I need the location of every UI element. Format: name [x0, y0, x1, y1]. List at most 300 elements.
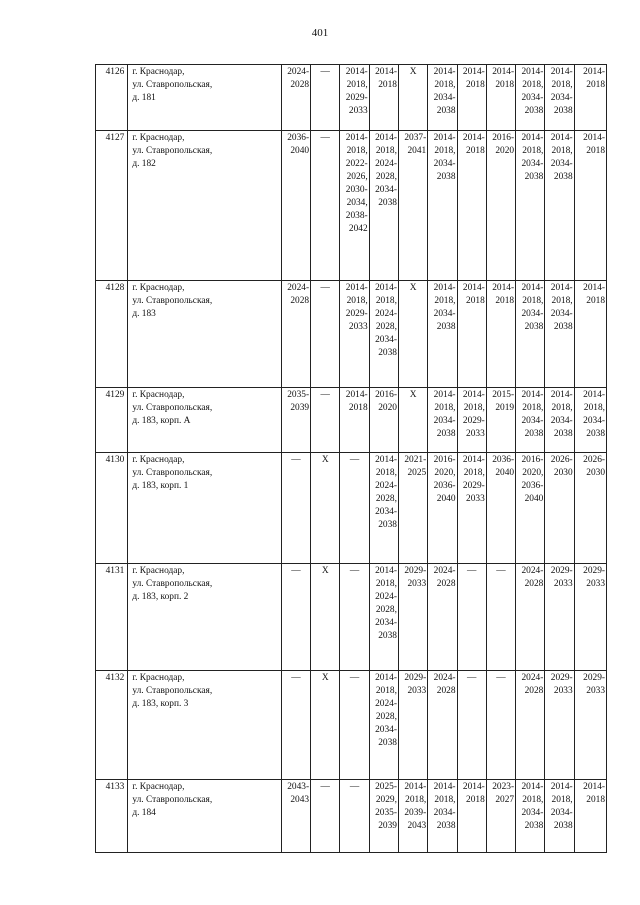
period-cell	[428, 780, 457, 853]
address-line: д. 183, корп. 1	[132, 481, 189, 491]
period-line: 2034-	[433, 309, 456, 319]
period-cell	[516, 65, 545, 131]
period-cell	[545, 131, 574, 281]
period-cell	[574, 453, 606, 564]
period-line: 2018,	[522, 296, 544, 306]
address-line: г. Краснодар,	[132, 782, 185, 792]
period-cell	[311, 131, 340, 281]
period-cell	[340, 281, 369, 388]
period-cell	[545, 65, 574, 131]
period-line: 2028	[290, 80, 310, 90]
period-line: 2016-	[433, 455, 456, 465]
address-line: г. Краснодар,	[132, 673, 185, 683]
period-line: 2018,	[346, 146, 368, 156]
period-line: 2028,	[375, 494, 397, 504]
period-line: 2036-	[521, 481, 544, 491]
period-line: X	[321, 673, 329, 683]
period-line: 2040	[524, 494, 544, 504]
period-line: 2018	[586, 146, 605, 156]
row-number: 4130	[96, 453, 128, 564]
period-cell	[486, 671, 515, 780]
period-line: 2034-	[583, 416, 605, 426]
period-cell	[516, 281, 545, 388]
period-line: 2038	[524, 172, 544, 182]
period-line: 2038	[524, 106, 544, 116]
period-line: 2024-	[521, 566, 544, 576]
address-line: г. Краснодар,	[132, 67, 185, 77]
period-line: 2033	[348, 322, 368, 332]
period-line: 2033	[553, 579, 573, 589]
period-cell	[311, 671, 340, 780]
period-line: 2038	[553, 322, 573, 332]
period-line: 2014-	[433, 133, 456, 143]
period-line: 2020,	[522, 468, 544, 478]
period-line: —	[291, 673, 301, 683]
table-row	[96, 780, 607, 853]
period-line: 2038	[436, 322, 456, 332]
period-cell	[574, 388, 606, 453]
period-line: 2028,	[375, 172, 397, 182]
period-cell	[311, 453, 340, 564]
period-cell	[340, 453, 369, 564]
table-row	[96, 281, 607, 388]
row-number: 4131	[96, 564, 128, 671]
period-line: 2038	[378, 520, 397, 530]
period-line: 2028	[524, 579, 544, 589]
table-row	[96, 564, 607, 671]
period-line: 2018,	[551, 795, 573, 805]
address-cell	[128, 453, 282, 564]
period-line: 2014-	[345, 67, 368, 77]
period-line: 2040	[290, 146, 310, 156]
period-line: 2018	[378, 80, 397, 90]
period-line: 2018,	[434, 403, 456, 413]
period-line: 2018	[466, 80, 485, 90]
period-cell	[457, 388, 486, 453]
period-line: 2033	[348, 106, 368, 116]
period-line: 2019	[495, 403, 515, 413]
period-line: 2043	[407, 821, 427, 831]
period-line: 2028,	[375, 605, 397, 615]
address-line: д. 182	[132, 159, 156, 169]
period-line: 2018	[495, 296, 515, 306]
period-line: 2029-	[550, 673, 573, 683]
period-line: 2024-	[287, 67, 310, 77]
period-cell	[369, 780, 398, 853]
period-cell	[398, 453, 427, 564]
period-line: 2018,	[463, 468, 485, 478]
period-line: 2029-	[462, 481, 485, 491]
period-cell	[545, 564, 574, 671]
period-cell	[574, 281, 606, 388]
period-line: 2014-	[521, 67, 544, 77]
period-line: 2029-	[550, 566, 573, 576]
period-cell	[428, 65, 457, 131]
period-line: 2018,	[434, 296, 456, 306]
period-cell	[311, 65, 340, 131]
period-line: —	[291, 566, 301, 576]
period-line: 2018,	[522, 795, 544, 805]
period-line: 2028	[436, 579, 456, 589]
period-cell	[516, 131, 545, 281]
period-cell	[398, 671, 427, 780]
period-line: X	[409, 67, 417, 77]
period-line: 2027	[495, 795, 515, 805]
address-line: ул. Ставропольская,	[132, 686, 213, 696]
period-line: 2030-	[345, 185, 368, 195]
period-line: 2020,	[434, 468, 456, 478]
period-cell	[516, 564, 545, 671]
period-cell	[457, 453, 486, 564]
period-line: 2034-	[375, 335, 397, 345]
period-line: 2029-	[583, 566, 605, 576]
address-line: г. Краснодар,	[132, 566, 185, 576]
period-line: 2029-	[583, 673, 605, 683]
period-line: 2024-	[433, 566, 456, 576]
period-line: —	[320, 782, 330, 792]
period-line: 2018,	[522, 80, 544, 90]
period-cell	[574, 780, 606, 853]
period-line: 2033	[407, 686, 427, 696]
period-line: 2018,	[551, 146, 573, 156]
period-cell	[281, 388, 310, 453]
page-number: 401	[311, 27, 329, 39]
period-cell	[574, 671, 606, 780]
period-line: 2028	[436, 686, 456, 696]
period-line: 2018	[495, 80, 515, 90]
period-line: 2018,	[346, 296, 368, 306]
period-line: 2038	[378, 348, 397, 358]
period-line: 2014-	[375, 566, 397, 576]
period-cell	[574, 564, 606, 671]
period-line: 2018,	[434, 146, 456, 156]
period-cell	[311, 388, 340, 453]
period-line: 2014-	[583, 782, 605, 792]
period-line: 2014-	[521, 133, 544, 143]
address-line: г. Краснодар,	[132, 133, 185, 143]
period-line: 2034-	[375, 185, 397, 195]
period-cell	[281, 564, 310, 671]
period-line: 2024-	[433, 673, 456, 683]
period-line: 2034-	[375, 725, 397, 735]
period-line: 2020	[378, 403, 397, 413]
table-row	[96, 131, 607, 281]
period-line: 2014-	[462, 455, 485, 465]
period-cell	[428, 281, 457, 388]
period-line: 2034-	[433, 93, 456, 103]
period-line: 2014-	[462, 283, 485, 293]
period-line: 2018	[586, 80, 605, 90]
period-line: 2038	[378, 198, 397, 208]
period-line: 2018,	[551, 296, 573, 306]
period-line: 2015-	[492, 390, 515, 400]
period-line: 2014-	[433, 782, 456, 792]
address-cell	[128, 388, 282, 453]
period-line: 2014-	[404, 782, 427, 792]
period-line: 2026,	[346, 172, 368, 182]
period-cell	[281, 131, 310, 281]
period-line: X	[321, 455, 329, 465]
period-cell	[516, 453, 545, 564]
period-cell	[311, 780, 340, 853]
period-line: 2038	[553, 106, 573, 116]
period-cell	[398, 388, 427, 453]
period-line: 2018	[586, 296, 605, 306]
period-cell	[486, 131, 515, 281]
period-line: 2034-	[521, 808, 544, 818]
period-cell	[516, 671, 545, 780]
period-line: 2024-	[375, 159, 397, 169]
period-line: 2014-	[550, 67, 573, 77]
period-cell	[428, 564, 457, 671]
row-number: 4129	[96, 388, 128, 453]
period-line: 2029-	[462, 416, 485, 426]
address-line: д. 183, корп. 3	[132, 699, 189, 709]
period-cell	[340, 388, 369, 453]
period-line: 2018,	[434, 80, 456, 90]
period-cell	[340, 671, 369, 780]
period-line: X	[321, 566, 329, 576]
period-line: 2043	[290, 795, 310, 805]
period-line: 2034-	[521, 159, 544, 169]
period-line: 2034-	[433, 159, 456, 169]
period-cell	[340, 564, 369, 671]
period-line: 2018,	[583, 403, 605, 413]
period-line: 2018,	[551, 80, 573, 90]
period-line: 2034,	[346, 198, 368, 208]
period-line: 2014-	[345, 390, 368, 400]
period-line: 2034-	[550, 159, 573, 169]
period-line: 2038	[524, 821, 544, 831]
address-line: д. 183, корп. 2	[132, 592, 189, 602]
period-cell	[457, 281, 486, 388]
period-line: 2014-	[583, 133, 605, 143]
period-line: 2038	[553, 821, 573, 831]
period-cell	[340, 780, 369, 853]
period-line: 2038	[586, 429, 605, 439]
period-cell	[486, 281, 515, 388]
repair-schedule-table	[95, 64, 607, 853]
period-line: 2014-	[583, 67, 605, 77]
table-row	[96, 453, 607, 564]
period-line: 2038	[436, 172, 456, 182]
period-cell	[398, 131, 427, 281]
address-line: ул. Ставропольская,	[132, 468, 213, 478]
row-number: 4132	[96, 671, 128, 780]
period-line: —	[320, 133, 330, 143]
address-line: ул. Ставропольская,	[132, 296, 213, 306]
period-line: 2033	[553, 686, 573, 696]
period-line: 2038	[436, 429, 456, 439]
period-cell	[486, 65, 515, 131]
period-line: 2034-	[375, 507, 397, 517]
period-line: 2033	[586, 579, 605, 589]
period-line: 2038	[436, 821, 456, 831]
period-line: 2018,	[551, 403, 573, 413]
address-line: г. Краснодар,	[132, 455, 185, 465]
period-line: 2014-	[375, 133, 397, 143]
period-line: 2034-	[550, 93, 573, 103]
period-cell	[369, 281, 398, 388]
period-line: 2029-	[404, 566, 427, 576]
period-line: 2016-	[375, 390, 397, 400]
period-line: 2028	[290, 296, 310, 306]
period-line: 2018,	[375, 579, 397, 589]
period-line: 2014-	[375, 673, 397, 683]
period-line: 2038	[524, 322, 544, 332]
period-line: 2014-	[521, 782, 544, 792]
address-cell	[128, 780, 282, 853]
period-line: 2014-	[521, 283, 544, 293]
period-line: —	[349, 782, 360, 792]
address-line: ул. Ставропольская,	[132, 146, 213, 156]
period-cell	[545, 281, 574, 388]
period-line: 2024-	[287, 283, 310, 293]
period-line: 2038	[378, 738, 397, 748]
period-line: 2030	[553, 468, 573, 478]
period-cell	[486, 780, 515, 853]
period-line: 2040	[436, 494, 456, 504]
period-cell	[428, 388, 457, 453]
period-line: 2036-	[287, 133, 310, 143]
period-line: 2039	[290, 403, 310, 413]
period-cell	[398, 780, 427, 853]
row-number: 4126	[96, 65, 128, 131]
period-line: 2018,	[375, 468, 397, 478]
period-cell	[281, 65, 310, 131]
period-line: 2035-	[287, 390, 310, 400]
period-cell	[428, 131, 457, 281]
period-line: 2018,	[405, 795, 427, 805]
period-line: 2024-	[375, 699, 397, 709]
period-cell	[369, 131, 398, 281]
period-line: 2014-	[462, 782, 485, 792]
period-line: 2033	[466, 494, 485, 504]
period-line: 2021-	[404, 455, 427, 465]
period-line: 2033	[407, 579, 427, 589]
period-line: 2042	[348, 224, 368, 234]
period-line: 2014-	[583, 390, 605, 400]
period-cell	[369, 65, 398, 131]
address-cell	[128, 131, 282, 281]
period-line: 2038-	[345, 211, 368, 221]
period-line: 2014-	[345, 133, 368, 143]
address-line: д. 181	[132, 93, 156, 103]
period-cell	[369, 564, 398, 671]
period-line: 2039-	[404, 808, 427, 818]
address-line: д. 184	[132, 808, 156, 818]
period-line: X	[409, 390, 417, 400]
period-cell	[545, 453, 574, 564]
period-line: 2018,	[375, 296, 397, 306]
period-line: 2033	[586, 686, 605, 696]
period-line: 2018,	[522, 403, 544, 413]
period-line: 2018,	[522, 146, 544, 156]
period-cell	[574, 131, 606, 281]
period-line: 2034-	[521, 416, 544, 426]
period-line: 2025	[407, 468, 427, 478]
period-line: 2014-	[550, 133, 573, 143]
period-line: 2034-	[550, 416, 573, 426]
address-line: ул. Ставропольская,	[132, 795, 213, 805]
period-line: 2014-	[375, 455, 397, 465]
period-cell	[398, 65, 427, 131]
period-line: 2040	[495, 468, 515, 478]
period-line: 2030	[586, 468, 605, 478]
period-cell	[369, 453, 398, 564]
period-line: 2039	[378, 821, 397, 831]
period-line: —	[349, 673, 360, 683]
period-cell	[340, 65, 369, 131]
period-line: 2029-	[404, 673, 427, 683]
period-line: 2014-	[433, 390, 456, 400]
address-line: г. Краснодар,	[132, 390, 185, 400]
period-line: 2016-	[492, 133, 515, 143]
address-line: ул. Ставропольская,	[132, 579, 213, 589]
period-line: 2034-	[521, 309, 544, 319]
period-cell	[486, 453, 515, 564]
period-cell	[311, 281, 340, 388]
period-line: 2034-	[433, 416, 456, 426]
period-line: 2024-	[375, 592, 397, 602]
period-line: —	[320, 283, 330, 293]
period-line: 2038	[524, 429, 544, 439]
period-line: 2018,	[463, 403, 485, 413]
period-line: 2034-	[550, 808, 573, 818]
period-cell	[340, 131, 369, 281]
period-cell	[311, 564, 340, 671]
address-line: ул. Ставропольская,	[132, 403, 213, 413]
period-cell	[516, 780, 545, 853]
period-cell	[281, 671, 310, 780]
period-cell	[369, 388, 398, 453]
row-number: 4128	[96, 281, 128, 388]
period-line: 2028,	[375, 322, 397, 332]
period-line: 2018,	[434, 795, 456, 805]
period-line: —	[496, 566, 506, 576]
period-line: 2018	[586, 795, 605, 805]
period-line: 2014-	[550, 390, 573, 400]
period-line: 2034-	[433, 808, 456, 818]
period-cell	[516, 388, 545, 453]
address-cell	[128, 564, 282, 671]
period-cell	[545, 388, 574, 453]
period-line: —	[349, 455, 360, 465]
period-line: 2043-	[287, 782, 310, 792]
period-line: —	[291, 455, 301, 465]
period-cell	[398, 564, 427, 671]
period-cell	[369, 671, 398, 780]
period-line: 2014-	[462, 67, 485, 77]
period-line: 2038	[378, 631, 397, 641]
period-line: 2018	[348, 403, 368, 413]
period-line: 2014-	[550, 782, 573, 792]
table-row	[96, 671, 607, 780]
period-line: 2037-	[404, 133, 427, 143]
period-line: 2029-	[345, 93, 368, 103]
period-cell	[398, 281, 427, 388]
period-line: —	[466, 566, 477, 576]
period-cell	[545, 780, 574, 853]
period-line: 2014-	[375, 283, 397, 293]
period-line: 2018,	[346, 80, 368, 90]
period-line: 2038	[553, 172, 573, 182]
period-cell	[457, 780, 486, 853]
period-line: 2018	[466, 795, 485, 805]
period-line: 2014-	[521, 390, 544, 400]
address-line: д. 183, корп. А	[132, 416, 191, 426]
period-line: 2014-	[583, 283, 605, 293]
